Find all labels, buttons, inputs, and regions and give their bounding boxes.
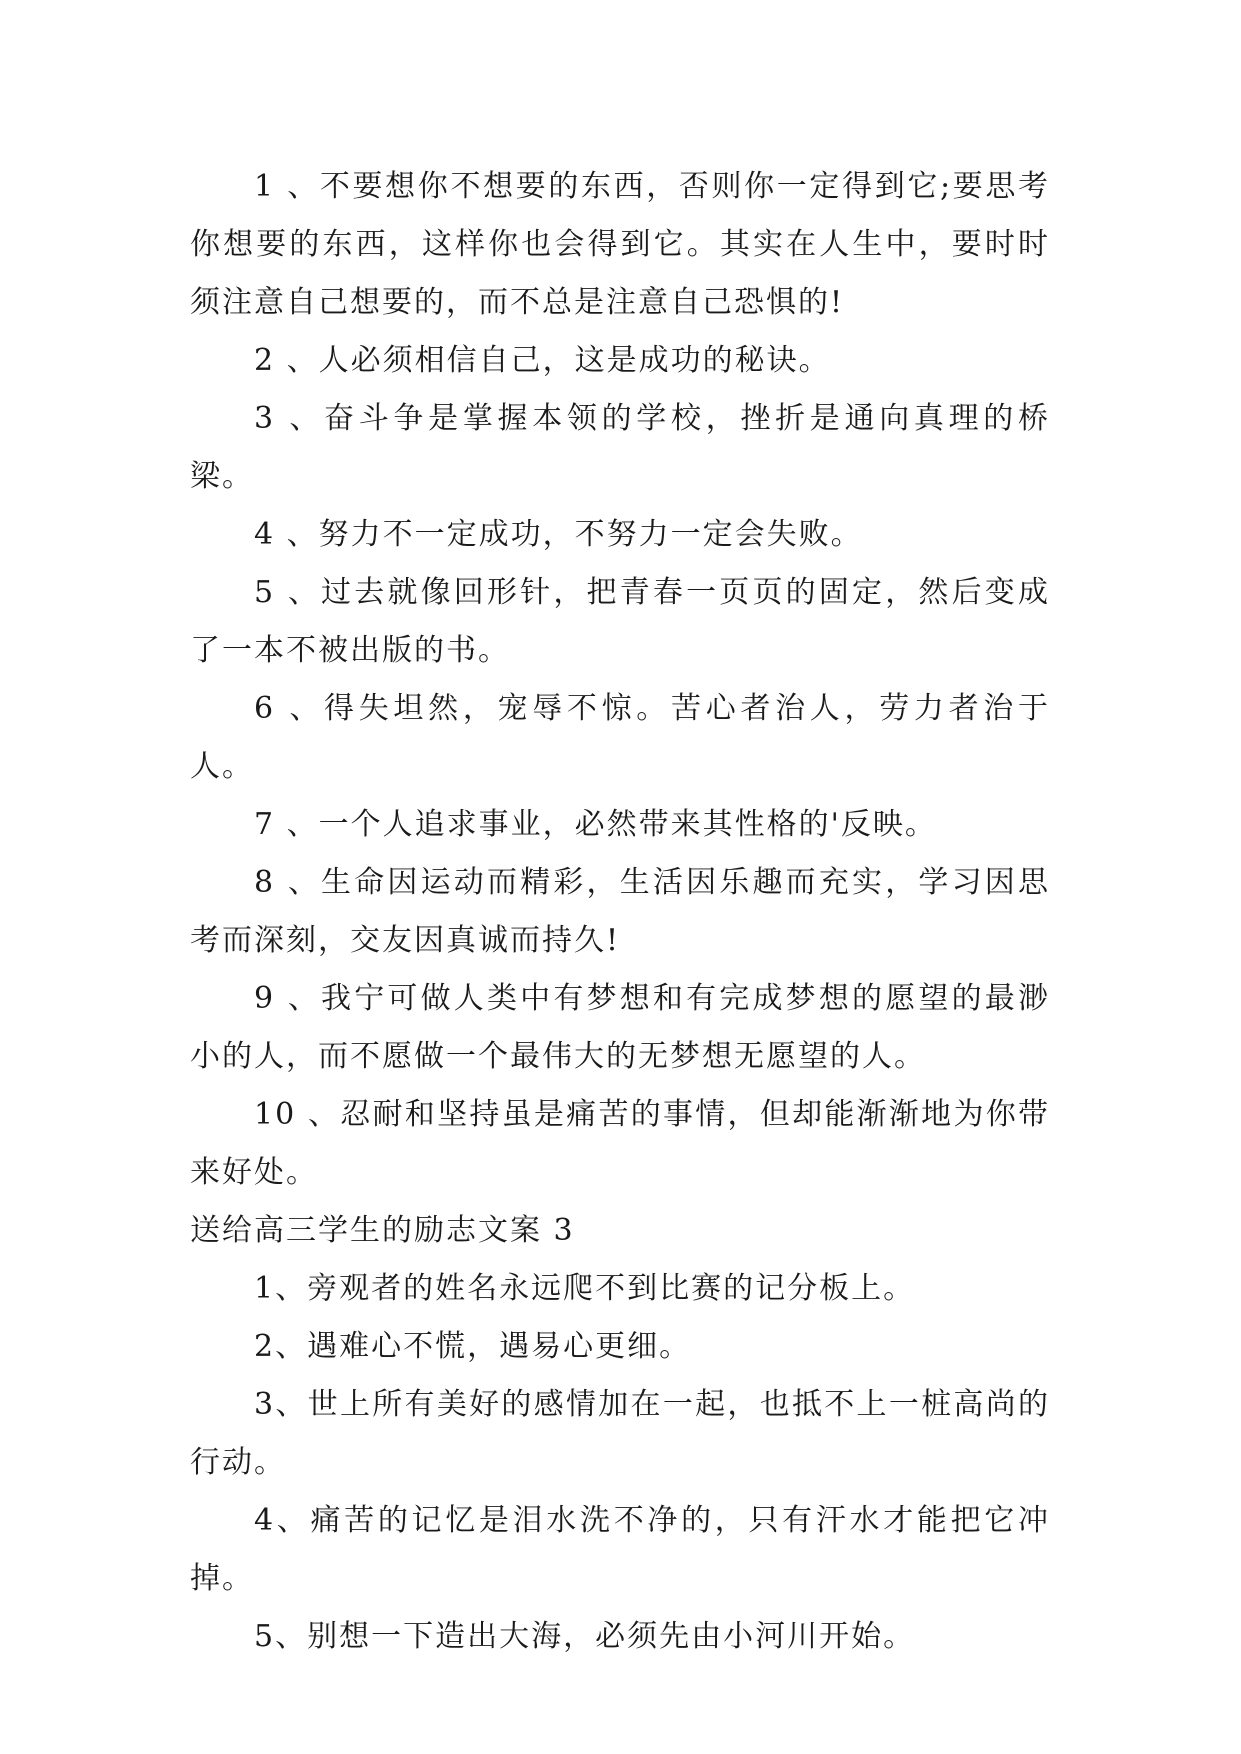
list-item: 4 、努力不一定成功，不努力一定会失败。	[254, 517, 863, 552]
list-item: 5、别想一下造出大海，必须先由小河川开始。	[254, 1619, 916, 1654]
list-item: 5 、过去就像回形针，把青春一页页的固定，然后变成了一本不被出版的书。	[190, 575, 1050, 668]
list-item: 1 、不要想你不想要的东西，否则你一定得到它;要思考你想要的东西，这样你也会得到它。其实在人生中，要时时须注意自己想要的，而不总是注意自己恐惧的!	[190, 169, 1050, 320]
list-item: 3 、奋斗争是掌握本领的学校，挫折是通向真理的桥梁。	[190, 401, 1050, 494]
list-item: 2 、人必须相信自己，这是成功的秘诀。	[254, 343, 831, 378]
list-item: 3、世上所有美好的感情加在一起，也抵不上一桩高尚的行动。	[190, 1387, 1050, 1480]
list-item: 2、遇难心不慌，遇易心更细。	[254, 1329, 692, 1364]
document-page	[190, 158, 1050, 1666]
list-item: 9 、我宁可做人类中有梦想和有完成梦想的愿望的最渺小的人，而不愿做一个最伟大的无梦想无愿望的人。	[190, 981, 1050, 1074]
section-heading: 送给高三学生的励志文案 3	[190, 1213, 575, 1248]
list-item: 1、旁观者的姓名永远爬不到比赛的记分板上。	[254, 1271, 916, 1306]
list-item: 4、痛苦的记忆是泪水洗不净的，只有汗水才能把它冲掉。	[190, 1503, 1050, 1596]
list-item: 10 、忍耐和坚持虽是痛苦的事情，但却能渐渐地为你带来好处。	[190, 1097, 1050, 1190]
list-item: 7 、一个人追求事业，必然带来其性格的'反映。	[254, 807, 937, 842]
list-item: 8 、生命因运动而精彩，生活因乐趣而充实，学习因思考而深刻，交友因真诚而持久!	[190, 865, 1050, 958]
list-item: 6 、得失坦然，宠辱不惊。苦心者治人，劳力者治于人。	[190, 691, 1050, 784]
